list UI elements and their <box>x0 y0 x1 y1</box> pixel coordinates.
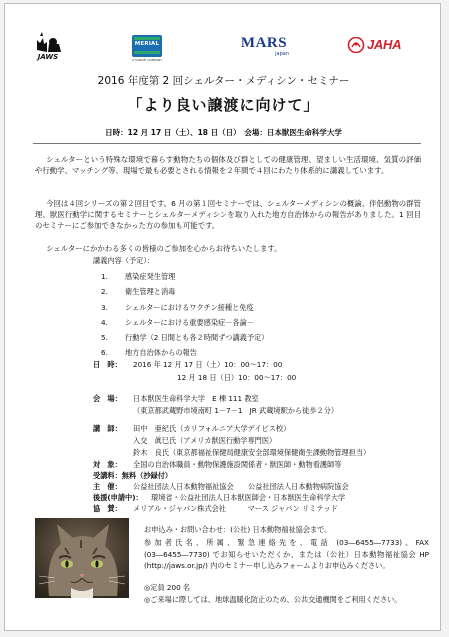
detail-venue-address: （東京都武蔵野市境南町 1－7－1 JR 武蔵境駅から徒歩２分） <box>133 406 339 415</box>
detail-target: 対 象： 全国の自治体職員・動物保護施設関係者・獣医師・動物看護師等 <box>93 460 342 469</box>
intro-paragraph-3: シェルターにかかわる多くの皆様のご参加を心からお待ちいたします。 <box>46 244 282 253</box>
transport-note: ◎ご来場に際しては、地球温暖化防止のため、公共交通機関をご利用ください。 <box>144 595 402 604</box>
program-item: 5. 行動学（2 日間とも各２時間ずつ講義予定） <box>101 333 269 343</box>
merial-logo-sub: A SANOFI COMPANY <box>132 58 162 62</box>
mars-logo-text: MARS <box>240 35 288 51</box>
detail-date: 日 時： 2016 年 12 月 17 日（土）10：00～17：00 <box>93 360 283 369</box>
detail-lecturer-2: 入交 眞巳氏（アメリカ獣医行動学専門医） <box>133 436 277 445</box>
seminar-title: 「より良い譲渡に向けて」 <box>127 96 320 114</box>
jaha-logo <box>345 36 411 56</box>
merial-logo <box>132 35 162 65</box>
mars-logo <box>235 36 293 58</box>
program-item: 2. 衛生管理と消毒 <box>101 287 176 297</box>
detail-date-2: 12 月 18 日（日）10：00～17：00 <box>177 373 297 382</box>
program-item: 1. 感染症発生管理 <box>101 272 176 281</box>
detail-host: 主 催： 公益社団法人日本動物福祉協会 公益社団法人日本動物病院協会 <box>93 482 349 491</box>
contact-heading: お申込み・お問い合わせ：(公社) 日本動物福祉協会まで。 <box>144 525 332 534</box>
merial-logo-text: MERIAL <box>134 41 160 47</box>
contact-instructions: 参加者氏名、所属、緊急連絡先を、電話 (03―6455―7733)、FAX (03―6455―7730) でお知らせいただくか、または（公社）日本動物福祉協会 HP (http://jaws.or.jp/) 内のセミナー申し込みフォームよりお申込みください。 <box>144 538 429 570</box>
detail-lecturer-3: 鈴木 良氏（東京都福祉保健局健康安全部環境保健衛生課動物管理担当） <box>133 448 371 457</box>
program-item: 4. シェルターにおける重要感染症－各論－ <box>101 317 254 327</box>
detail-venue: 会 場： 日本獣医生命科学大学 E 棟 111 教室 <box>93 394 259 403</box>
jaha-emblem-icon <box>347 37 365 53</box>
detail-fee: 受講料：無料（抄録付） <box>93 471 173 480</box>
detail-lecturer: 講 師： 田中 亜紀氏（カリフォルニア大学デイビス校） <box>93 424 291 433</box>
detail-sponsor: 協 賛： メリアル・ジャパン株式会社 マース ジャパン リミテッド <box>93 504 338 513</box>
jaws-logo-text: JAWS <box>37 53 59 61</box>
cat-photo <box>35 518 129 598</box>
detail-support: 後援(申請中)： 環境省・公益社団法人日本獣医師会・日本獣医生命科学大学 <box>93 493 346 502</box>
seminar-subtitle: 2016 年度第 2 回シェルター・メディシン・セミナー <box>97 75 350 87</box>
flyer-page <box>4 3 441 631</box>
mars-logo-sub: japan <box>275 51 289 57</box>
seminar-datetime: 日時：12 月 17 日（土）、18 日（日） 会場：日本獣医生命科学大学 <box>105 128 342 137</box>
program-item: 3. シェルターにおけるワクチン接種と免疫 <box>101 302 254 312</box>
program-item: 6. 地方自治体からの報告 <box>101 348 197 358</box>
program-heading: 講義内容（予定）： <box>93 256 155 265</box>
divider <box>33 143 421 144</box>
jaha-logo-text: JAHA <box>367 37 402 52</box>
cat-photo-image <box>35 518 129 598</box>
intro-paragraph-1: シェルターという特殊な環境で暮らす動物たちの個体及び群としての健康管理、望ましい生活環境、気質の評価や行動学、マッチング等、現場で最も必要とされる情報を２年間で４回にわたり体系的に講義しています。 <box>35 155 421 176</box>
jaws-logo <box>31 30 65 62</box>
capacity-note: ◎定員 200 名 <box>144 583 191 592</box>
program-list <box>101 269 268 361</box>
intro-paragraph-2: 今回は４回シリーズの第２回目です。6 月の第１回セミナーでは、シェルターメディシンの概論、伴侶動物の群管理、獣医行動学に関するセミナーとシェルターメディシンを取り入れた地方自治体からの報告がありました。1 回目のセミナーにご参加できなかった方の参加も可能です。 <box>35 199 421 231</box>
